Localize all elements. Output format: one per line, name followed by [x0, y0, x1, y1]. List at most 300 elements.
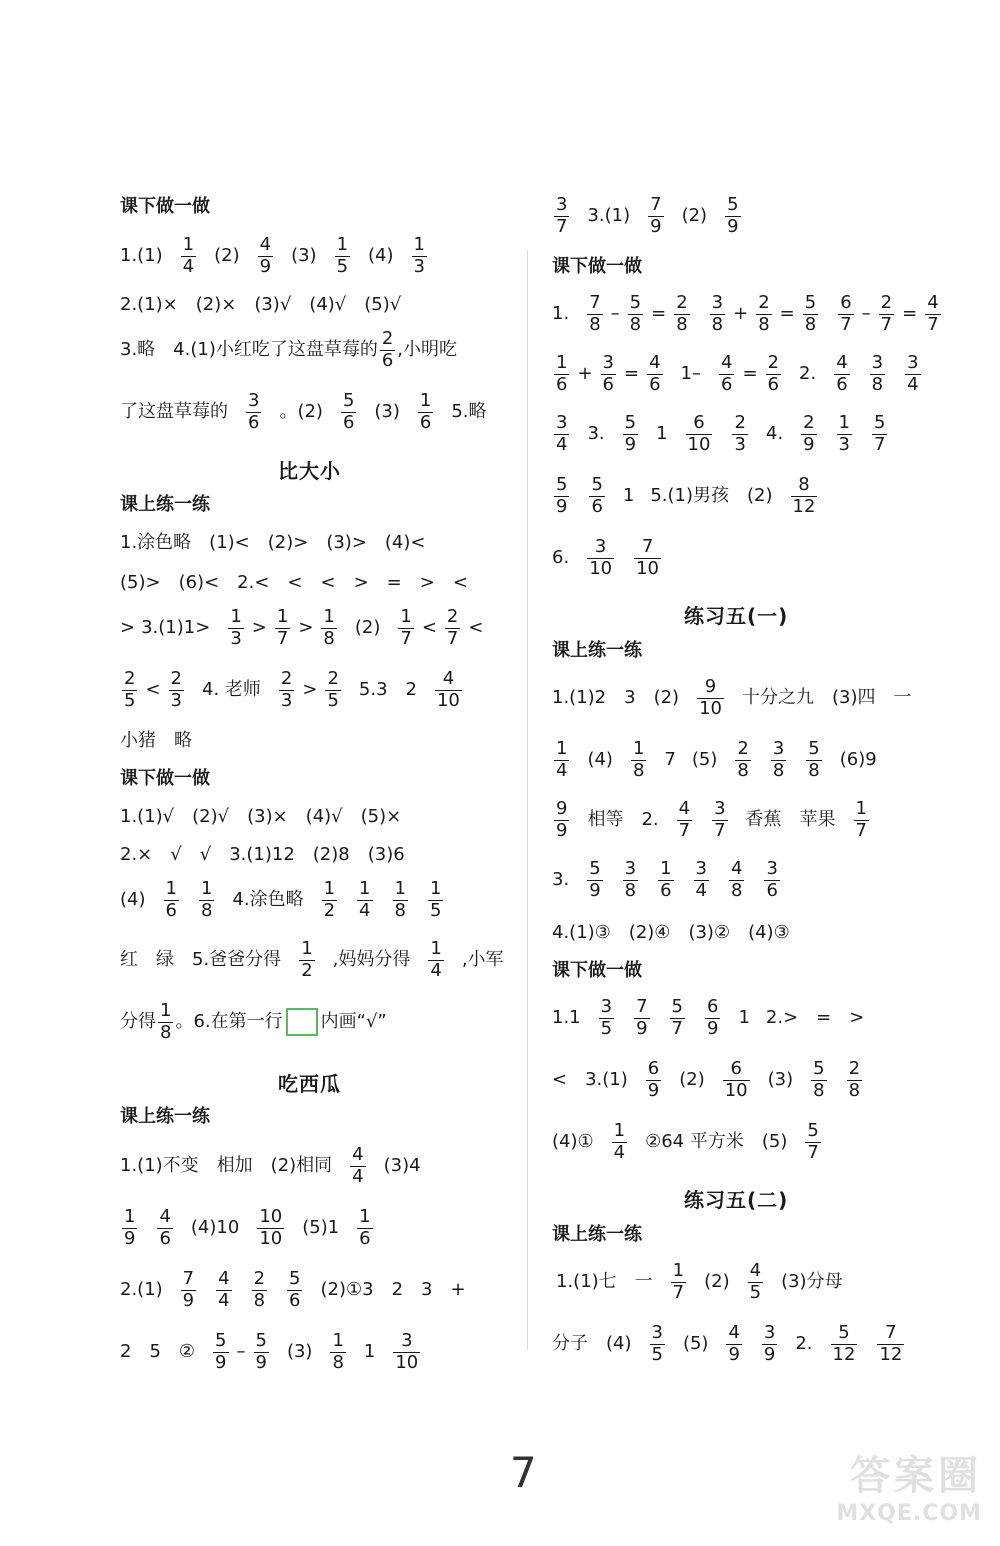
denominator: 6: [836, 373, 848, 395]
fraction: [287, 1270, 302, 1311]
answer-line: [552, 740, 877, 781]
fraction: [854, 800, 869, 841]
numerator: 1: [419, 390, 432, 411]
section-title: 课下做一做: [552, 256, 642, 277]
numerator: 5: [624, 412, 637, 433]
fraction: [648, 196, 663, 237]
numerator: 2: [758, 292, 770, 313]
numerator: 3: [602, 352, 614, 373]
denominator: 8: [848, 1079, 861, 1101]
answer-text: <: [145, 679, 161, 701]
denominator: 6: [649, 373, 661, 395]
numerator: 2: [880, 292, 893, 313]
denominator: 12: [832, 1343, 856, 1365]
fraction: [686, 414, 713, 455]
section-title: 课下做一做: [120, 768, 210, 789]
fraction: [879, 294, 894, 335]
numerator: 3: [695, 858, 707, 879]
denominator: 4: [182, 255, 195, 277]
column-divider: [527, 250, 528, 1350]
answer-line: [552, 1060, 864, 1101]
answer-line: [120, 608, 483, 649]
numerator: 3: [763, 1322, 776, 1343]
denominator: 2: [301, 959, 313, 981]
answer-line: [552, 678, 911, 719]
answer-line: [120, 1146, 421, 1187]
answer-text: (3)4: [383, 1155, 421, 1177]
denominator: 6: [342, 411, 355, 433]
numerator: 7: [636, 996, 648, 1017]
fraction: [199, 880, 214, 921]
fraction: [905, 354, 920, 395]
numerator: 7: [641, 536, 654, 557]
denominator: 6: [359, 1227, 371, 1249]
denominator: 9: [124, 1227, 136, 1249]
answer-line: [552, 196, 743, 237]
numerator: 1: [613, 1120, 626, 1141]
numerator: 3: [556, 412, 568, 433]
answer-line: [552, 1324, 906, 1365]
fraction: [764, 860, 779, 901]
numerator: 1: [632, 738, 645, 759]
fraction: [646, 1060, 661, 1101]
denominator: 8: [808, 759, 820, 781]
denominator: 8: [332, 1351, 344, 1373]
fraction: [732, 414, 747, 455]
denominator: 9: [650, 215, 662, 237]
numerator: 2: [737, 738, 749, 759]
numerator: 5: [671, 996, 683, 1017]
denominator: 8: [772, 759, 785, 781]
denominator: 7: [880, 313, 893, 335]
answer-line: [552, 538, 663, 579]
answer-text: 十分之九 (3)四 一: [741, 687, 912, 709]
fraction: [350, 1146, 365, 1187]
answer-text: (4): [368, 245, 394, 267]
numerator: 1: [855, 798, 867, 819]
denominator: 7: [855, 819, 867, 841]
numerator: 7: [885, 1322, 897, 1343]
denominator: 8: [200, 899, 213, 921]
fraction: [805, 1122, 820, 1163]
watermark-url: MXQE.COM: [836, 1501, 982, 1526]
fraction: [216, 1270, 231, 1311]
numerator: 3: [772, 738, 785, 759]
answer-text: 2.: [799, 363, 817, 385]
numerator: 5: [629, 292, 642, 313]
denominator: 8: [624, 879, 637, 901]
answer-text: 香蕉 苹果: [745, 809, 836, 831]
fraction: [330, 1332, 345, 1373]
answer-text: (2): [354, 617, 381, 639]
denominator: 4: [695, 879, 707, 901]
numerator: 4: [721, 352, 733, 373]
answer-text: >: [302, 679, 318, 701]
answer-text: (3): [291, 245, 317, 267]
answer-line: [552, 860, 782, 901]
denominator: 2: [323, 899, 336, 921]
denominator: 10: [436, 689, 460, 711]
numerator: 2: [803, 412, 815, 433]
denominator: 10: [259, 1227, 283, 1249]
fraction: [925, 294, 940, 335]
answer-text: 2 5 ②: [120, 1341, 196, 1363]
numerator: 2: [280, 668, 293, 689]
answer-text: –: [236, 1341, 246, 1363]
answer-text: 1: [656, 423, 668, 445]
denominator: 3: [230, 627, 242, 649]
fraction: [623, 414, 638, 455]
answer-line: [120, 1208, 375, 1249]
denominator: 8: [813, 1079, 825, 1101]
fraction: [631, 740, 646, 781]
denominator: 9: [636, 1017, 648, 1039]
answer-text: 5.(1)男孩 (2): [650, 485, 773, 507]
denominator: 10: [687, 433, 711, 455]
denominator: 8: [871, 373, 884, 395]
answer-text: (5): [682, 1333, 709, 1355]
fraction: [164, 880, 179, 921]
fraction: [877, 1324, 904, 1365]
fraction: [771, 740, 786, 781]
denominator: 6: [381, 349, 394, 371]
answer-text: 了这盘草莓的: [120, 401, 228, 423]
answer-text: >: [120, 617, 136, 639]
answer-text: (2): [214, 245, 240, 267]
denominator: 5: [429, 899, 442, 921]
answer-text: =: [902, 303, 918, 325]
answer-text: >: [298, 617, 314, 639]
answer-text: 4.涂色略: [232, 889, 304, 911]
fraction: [612, 1122, 627, 1163]
answer-text: (3): [374, 401, 400, 423]
denominator: 7: [840, 313, 852, 335]
answer-text: +: [733, 303, 749, 325]
answer-text: ②64 平方米 (5): [645, 1131, 788, 1153]
fraction: [729, 860, 744, 901]
answer-text: 1: [738, 1007, 750, 1029]
fraction: [766, 354, 781, 395]
numerator: 1: [323, 606, 335, 627]
answer-text: (4): [120, 889, 146, 911]
numerator: 1: [323, 878, 336, 899]
denominator: 7: [672, 1281, 685, 1303]
denominator: 8: [629, 313, 642, 335]
numerator: 4: [749, 1260, 762, 1281]
denominator: 10: [724, 1079, 748, 1101]
fraction: [412, 236, 427, 277]
answer-line: 4.(1)③ (2)④ (3)② (4)③: [552, 922, 790, 943]
watermark: [836, 1444, 982, 1526]
section-title: 课上练一练: [120, 494, 210, 515]
numerator: 3: [871, 352, 884, 373]
answer-text: (2): [704, 1271, 730, 1293]
denominator: 9: [803, 433, 815, 455]
denominator: 5: [327, 689, 339, 711]
answer-line: 1.(1)√ (2)√ (3)× (4)√ (5)×: [120, 806, 402, 827]
denominator: 5: [124, 689, 136, 711]
answer-text: 1: [622, 485, 635, 507]
denominator: 9: [728, 1343, 740, 1365]
answer-text: =: [779, 303, 795, 325]
fraction: [554, 196, 569, 237]
fraction: [791, 476, 818, 517]
numerator: 1: [336, 234, 349, 255]
fraction: [122, 670, 137, 711]
denominator: 3: [838, 433, 850, 455]
fraction: [279, 670, 294, 711]
denominator: 6: [660, 879, 672, 901]
numerator: 2: [767, 352, 779, 373]
answer-line: [120, 1270, 466, 1311]
denominator: 4: [613, 1141, 626, 1163]
numerator: 4: [836, 352, 848, 373]
fraction: [554, 740, 569, 781]
fraction: [589, 476, 604, 517]
numerator: 5: [808, 738, 820, 759]
numerator: 2: [124, 668, 136, 689]
fraction: [697, 678, 724, 719]
answer-text: 2.> = >: [765, 1007, 865, 1029]
denominator: 9: [259, 255, 272, 277]
answer-text: 1.(1)七 一: [556, 1271, 653, 1293]
fraction: [428, 940, 443, 981]
numerator: 5: [804, 292, 817, 313]
fraction: [705, 998, 720, 1039]
numerator: 4: [649, 352, 661, 373]
fraction: [341, 392, 356, 433]
numerator: 2: [734, 412, 746, 433]
numerator: 4: [259, 234, 272, 255]
answer-line: [120, 880, 445, 921]
section-title: 课上练一练: [552, 640, 642, 661]
denominator: 8: [394, 899, 406, 921]
fraction: [257, 1208, 284, 1249]
numerator: 2: [676, 292, 688, 313]
answer-text: 4. 老师: [202, 679, 261, 701]
denominator: 7: [276, 627, 289, 649]
denominator: 10: [699, 697, 722, 719]
answer-text: 1.(1)不变 相加 (2)相同: [120, 1155, 333, 1177]
numerator: 5: [556, 474, 568, 495]
numerator: 3: [624, 858, 637, 879]
fraction: [694, 860, 709, 901]
fraction: [634, 998, 649, 1039]
section-title: 课下做一做: [552, 960, 642, 981]
fraction: [158, 1002, 173, 1043]
fraction: [554, 414, 569, 455]
answer-text: 相等 2.: [587, 809, 659, 831]
watermark-logo: 答案圈: [850, 1453, 982, 1499]
fraction: [252, 1270, 267, 1311]
numerator: 8: [798, 474, 810, 495]
numerator: 1: [394, 878, 406, 899]
answer-text: 3.: [587, 423, 605, 445]
numerator: 2: [381, 328, 394, 349]
page-mark: 7: [510, 1448, 537, 1497]
denominator: 6: [556, 373, 568, 395]
denominator: 9: [647, 1079, 660, 1101]
fraction: [393, 1332, 420, 1373]
numerator: 2: [848, 1058, 861, 1079]
answer-line: [120, 1332, 422, 1373]
answer-text: (3)分母: [781, 1271, 843, 1293]
answer-text: 3.(1)1>: [141, 617, 211, 639]
answer-text: 4.: [765, 423, 784, 445]
numerator: 6: [840, 292, 852, 313]
fraction: [587, 538, 614, 579]
fraction: [658, 860, 673, 901]
answer-text: (2): [679, 1069, 705, 1091]
numerator: 1: [160, 1000, 172, 1021]
answer-line: [120, 392, 487, 433]
fraction: [398, 608, 413, 649]
answer-text: (3): [286, 1341, 313, 1363]
denominator: 8: [758, 313, 770, 335]
denominator: 7: [807, 1141, 819, 1163]
denominator: 10: [395, 1351, 419, 1373]
denominator: 4: [218, 1289, 230, 1311]
fraction: [181, 1270, 196, 1311]
fraction: [834, 354, 849, 395]
denominator: 5: [651, 1343, 663, 1365]
fraction: [322, 880, 337, 921]
answer-line: 1.涂色略 (1)< (2)> (3)> (4)<: [120, 532, 426, 553]
section-title: 课上练一练: [552, 1224, 642, 1245]
denominator: 9: [624, 433, 637, 455]
fraction: [677, 800, 692, 841]
numerator: 3: [907, 352, 919, 373]
answer-text: 。(2): [279, 401, 323, 423]
numerator: 4: [352, 1144, 364, 1165]
fraction: [321, 608, 336, 649]
denominator: 8: [253, 1289, 266, 1311]
numerator: 1: [230, 606, 242, 627]
denominator: 9: [556, 819, 568, 841]
denominator: 3: [734, 433, 746, 455]
numerator: 7: [650, 194, 662, 215]
denominator: 6: [591, 495, 603, 517]
answer-text: 分子 (4): [552, 1333, 632, 1355]
answer-line: [120, 670, 464, 711]
fraction: [157, 1208, 172, 1249]
fraction: [122, 1208, 137, 1249]
fraction: [674, 294, 689, 335]
fraction: [671, 1262, 686, 1303]
numerator: 1: [429, 878, 442, 899]
answer-line: [552, 354, 923, 395]
denominator: 9: [763, 1343, 776, 1365]
fraction: [554, 354, 569, 395]
numerator: 6: [707, 996, 719, 1017]
denominator: 4: [556, 759, 568, 781]
answer-line: [552, 294, 943, 335]
denominator: 8: [632, 759, 645, 781]
answer-text: 6.: [552, 547, 570, 569]
numerator: 9: [704, 676, 717, 697]
numerator: 6: [730, 1058, 742, 1079]
denominator: 8: [323, 627, 335, 649]
denominator: 7: [671, 1017, 683, 1039]
denominator: 8: [737, 759, 749, 781]
denominator: 6: [767, 373, 779, 395]
answer-text: 2.: [795, 1333, 813, 1355]
fraction: [213, 1332, 228, 1373]
fraction: [418, 392, 433, 433]
denominator: 7: [446, 627, 459, 649]
numerator: 3: [248, 390, 260, 411]
answer-text: 3.(1): [587, 205, 631, 227]
denominator: 8: [731, 879, 743, 901]
fraction: [712, 800, 727, 841]
fraction: [831, 1324, 858, 1365]
numerator: 2: [170, 668, 182, 689]
fraction: [870, 354, 885, 395]
answer-line: [552, 998, 864, 1039]
numerator: 2: [446, 606, 459, 627]
answer-line: [552, 800, 871, 841]
fraction: [445, 608, 460, 649]
numerator: 1: [301, 938, 313, 959]
denominator: 6: [766, 879, 778, 901]
answer-line: 3.略 4.(1)小红吃了这盘草莓的 $\frac{2}{6}$ ,小明吃: [120, 328, 458, 371]
fraction: [723, 1060, 750, 1101]
numerator: 5: [289, 1268, 301, 1289]
fraction: [254, 1332, 269, 1373]
denominator: 9: [707, 1017, 719, 1039]
numerator: 1: [556, 352, 568, 373]
numerator: 1: [124, 1206, 136, 1227]
answer-text: (4): [587, 749, 613, 771]
fraction: [587, 294, 602, 335]
answer-text: ,小军: [461, 949, 504, 971]
fraction: [275, 608, 290, 649]
numerator: 1: [413, 234, 425, 255]
answer-text: 1.(1)2 3 (2): [552, 687, 680, 709]
numerator: 1: [200, 878, 213, 899]
numerator: 5: [255, 1330, 267, 1351]
numerator: 3: [401, 1330, 413, 1351]
numerator: 6: [647, 1058, 660, 1079]
answer-text: 红 绿 5.爸爸分得: [120, 949, 282, 971]
section-title: 课上练一练: [120, 1106, 210, 1127]
answer-line: 分得 $\frac{1}{8}$ 。6.在第一行 内画“√”: [120, 1000, 387, 1043]
denominator: 6: [165, 899, 177, 921]
numerator: 1: [400, 606, 412, 627]
numerator: 7: [589, 292, 601, 313]
heading-lianxi5-1: 练习五(一): [684, 604, 789, 628]
numerator: 10: [259, 1206, 283, 1227]
numerator: 1: [672, 1260, 685, 1281]
numerator: 5: [215, 1330, 227, 1351]
fraction: [872, 414, 887, 455]
fraction: [357, 880, 372, 921]
answer-text: –: [861, 303, 871, 325]
denominator: 6: [248, 411, 260, 433]
fraction: [246, 392, 261, 433]
answer-text: (2)①3 2 3 +: [320, 1279, 466, 1301]
fraction: [335, 236, 350, 277]
fraction: [710, 294, 725, 335]
fraction: [847, 1060, 862, 1101]
denominator: 7: [400, 627, 412, 649]
denominator: 6: [419, 411, 432, 433]
numerator: 3: [594, 536, 607, 557]
denominator: 4: [907, 373, 919, 395]
numerator: 1: [332, 1330, 344, 1351]
answer-text: < 3.(1): [552, 1069, 628, 1091]
numerator: 5: [727, 194, 739, 215]
